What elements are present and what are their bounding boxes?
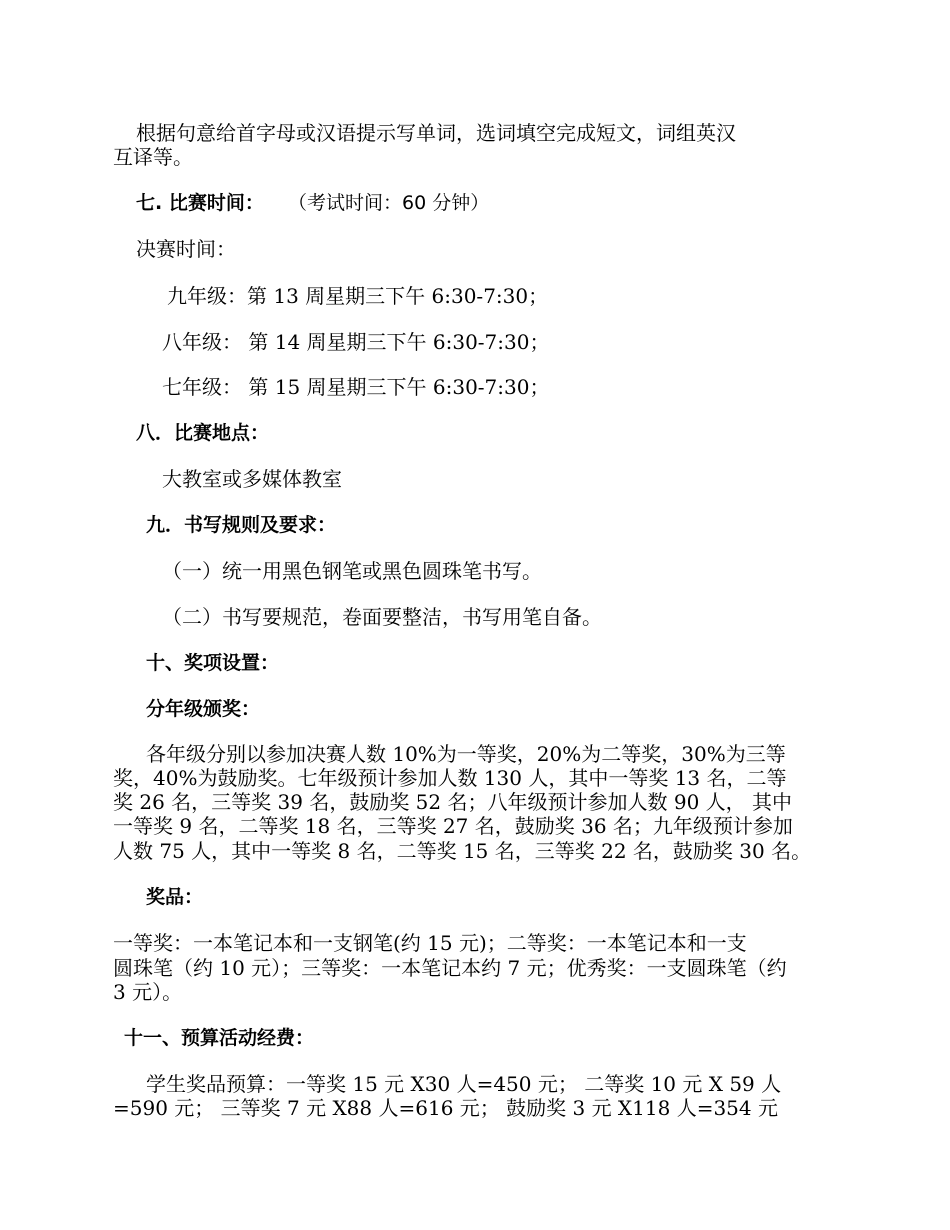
location-text: 大教室或多媒体教室 bbox=[162, 467, 342, 491]
final-time-label: 决赛时间： bbox=[136, 237, 236, 261]
prize-line: 3 元）。 bbox=[113, 980, 183, 1004]
awards-para-line: 一等奖 9 名，二等奖 18 名，三等奖 27 名，鼓励奖 36 名；九年级预计参加 bbox=[113, 814, 793, 838]
section-7-heading: 七. 比赛时间： bbox=[136, 192, 264, 214]
prize-line: 圆珠笔（约 10 元）；三等奖：一本笔记本约 7 元；优秀奖：一支圆珠笔（约 bbox=[113, 956, 787, 980]
grade-8-schedule: 八年级： 第 14 周星期三下午 6:30-7:30； bbox=[162, 330, 550, 354]
awards-para-line: 人数 75 人，其中一等奖 8 名，二等奖 15 名，三等奖 22 名，鼓励奖 30 名。 bbox=[113, 839, 812, 863]
rule-2: （二）书写要规范，卷面要整洁，书写用笔自备。 bbox=[162, 605, 602, 629]
intro-line-1: 根据句意给首字母或汉语提示写单词，选词填空完成短文，词组英汉 bbox=[136, 121, 736, 145]
rule-1: （一）统一用黑色钢笔或黑色圆珠笔书写。 bbox=[162, 559, 542, 583]
awards-para-line: 奖，40%为鼓励奖。七年级预计参加人数 130 人，其中一等奖 13 名，二等 bbox=[113, 766, 787, 790]
budget-line: =590 元； 三等奖 7 元 X88 人=616 元； 鼓励奖 3 元 X118 人=354 元 bbox=[113, 1096, 778, 1120]
awards-para-line: 各年级分别以参加决赛人数 10%为一等奖，20%为二等奖，30%为三等 bbox=[146, 742, 786, 766]
grade-7-schedule: 七年级： 第 15 周星期三下午 6:30-7:30； bbox=[162, 375, 550, 399]
awards-para-line: 奖 26 名，三等奖 39 名，鼓励奖 52 名；八年级预计参加人数 90 人， 其中 bbox=[113, 790, 793, 814]
section-8-heading: 八．比赛地点： bbox=[136, 422, 270, 444]
section-10-heading: 十、奖项设置： bbox=[146, 652, 280, 674]
grade-9-schedule: 九年级：第 13 周星期三下午 6:30-7:30； bbox=[167, 284, 549, 308]
prize-line: 一等奖：一本笔记本和一支钢笔(约 15 元)；二等奖：一本笔记本和一支 bbox=[113, 931, 747, 955]
intro-line-2: 互译等。 bbox=[113, 145, 193, 169]
prizes-heading: 奖品： bbox=[146, 886, 204, 908]
section-7-note: （考试时间：60 分钟） bbox=[288, 192, 490, 214]
section-11-heading: 十一、预算活动经费： bbox=[124, 1027, 315, 1049]
grade-awards-heading: 分年级颁奖： bbox=[146, 698, 261, 720]
budget-line: 学生奖品预算：一等奖 15 元 X30 人=450 元； 二等奖 10 元 X 59 人 bbox=[146, 1072, 782, 1096]
section-9-heading: 九．书写规则及要求： bbox=[146, 514, 337, 536]
